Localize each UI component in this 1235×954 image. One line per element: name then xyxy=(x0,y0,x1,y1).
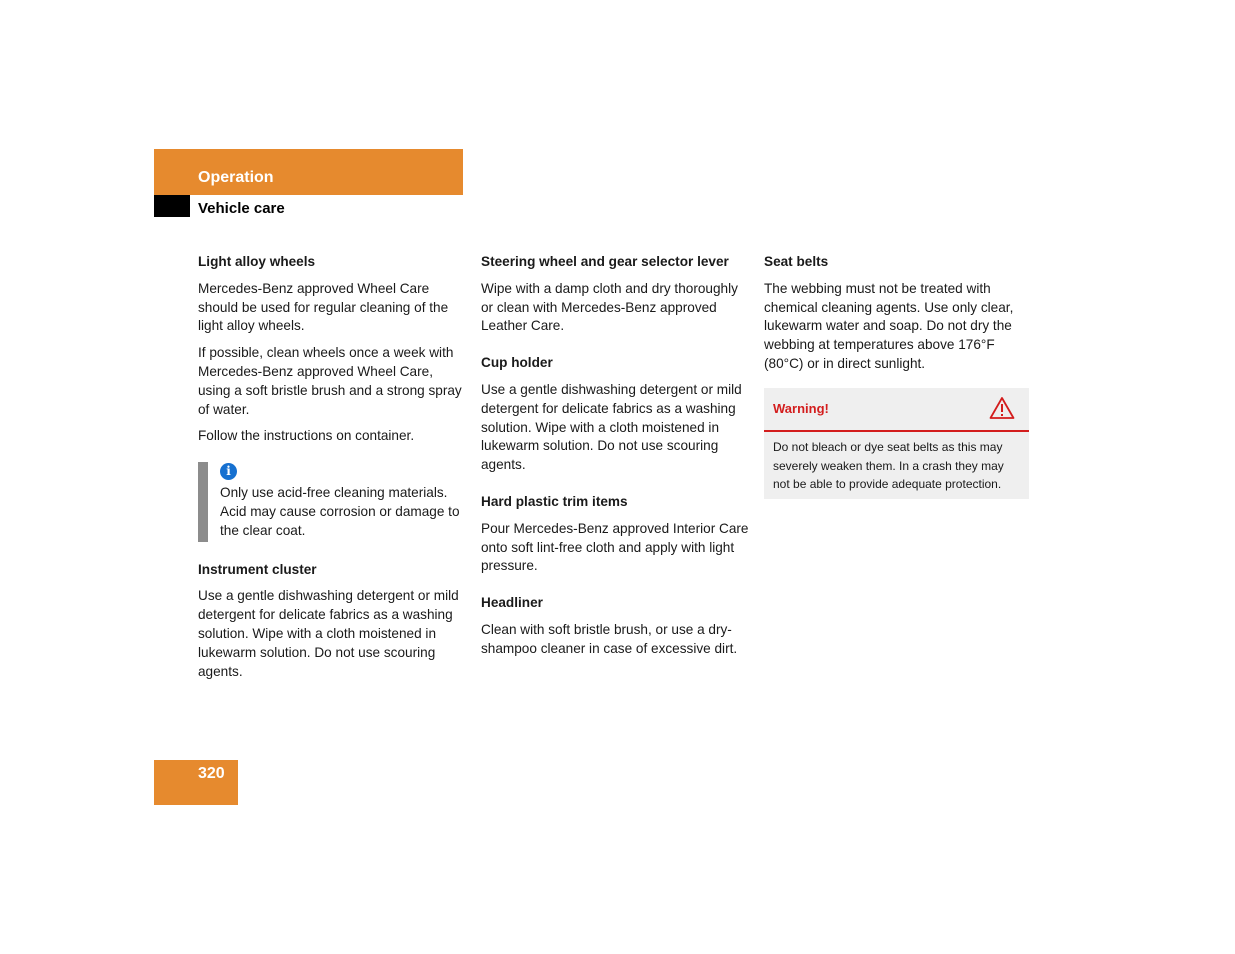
paragraph: Clean with soft bristle brush, or use a dry-shampoo cleaner in case of excessive dirt. xyxy=(481,621,738,656)
warning-header xyxy=(764,388,1029,432)
info-note xyxy=(198,462,466,540)
subsection-title: Vehicle care xyxy=(198,200,285,217)
paragraph: Mercedes-Benz approved Wheel Care should be used for regular cleaning of the light alloy wheels. xyxy=(198,280,449,334)
warning-box xyxy=(764,388,1029,499)
heading-cup-holder: Cup holder xyxy=(481,355,553,371)
heading-steering-wheel: Steering wheel and gear selector lever xyxy=(481,254,729,269)
section-marker xyxy=(154,195,190,217)
paragraph: If possible, clean wheels once a week with Mercedes-Benz approved Wheel Care, using a soft bristle brush and a strong spray of water. xyxy=(198,345,462,417)
note-bar xyxy=(198,462,208,542)
heading-light-alloy-wheels: Light alloy wheels xyxy=(198,254,316,269)
heading-instrument-cluster: Instrument cluster xyxy=(198,561,317,577)
column-left xyxy=(198,253,466,689)
note-text: Only use acid-free cleaning materials. Acid may cause corrosion or damage to the clear coat. xyxy=(220,485,460,538)
paragraph: Wipe with a damp cloth and dry thoroughly or clean with Mercedes-Benz approved Leather Care. xyxy=(481,280,738,334)
paragraph: Follow the instructions on container. xyxy=(198,428,415,444)
heading-hard-plastic: Hard plastic trim items xyxy=(481,493,628,509)
paragraph: Pour Mercedes-Benz approved Interior Care onto soft lint-free cloth and apply with light pressure. xyxy=(481,520,749,574)
info-icon: i xyxy=(220,463,237,480)
warning-triangle-icon xyxy=(989,396,1015,425)
warning-text: Do not bleach or dye seat belts as this may severely weaken them. In a crash they may not be able to provide adequate protection. xyxy=(773,440,1004,491)
page-number: 320 xyxy=(198,765,225,782)
heading-seat-belts: Seat belts xyxy=(764,254,829,269)
paragraph: Use a gentle dishwashing detergent or mild detergent for delicate fabrics as a washing solution. Wipe with a cloth moistened in lukewarm solution. Do not use scouring agents. xyxy=(481,381,742,473)
page-number-box xyxy=(154,760,238,805)
column-right xyxy=(764,253,1032,382)
section-title: Operation xyxy=(198,169,274,186)
paragraph: Use a gentle dishwashing detergent or mild detergent for delicate fabrics as a washing solution. Wipe with a cloth moistened in lukewarm solution. Do not use scouring agents. xyxy=(198,588,459,679)
heading-headliner: Headliner xyxy=(481,595,543,611)
warning-label: Warning! xyxy=(773,401,829,416)
paragraph: The webbing must not be treated with chemical cleaning agents. Use only clear, lukewarm water and soap. Do not dry the webbing at temperatures above 176°F (80°C) or in direct sunlight. xyxy=(764,280,1014,371)
column-middle xyxy=(481,253,749,667)
